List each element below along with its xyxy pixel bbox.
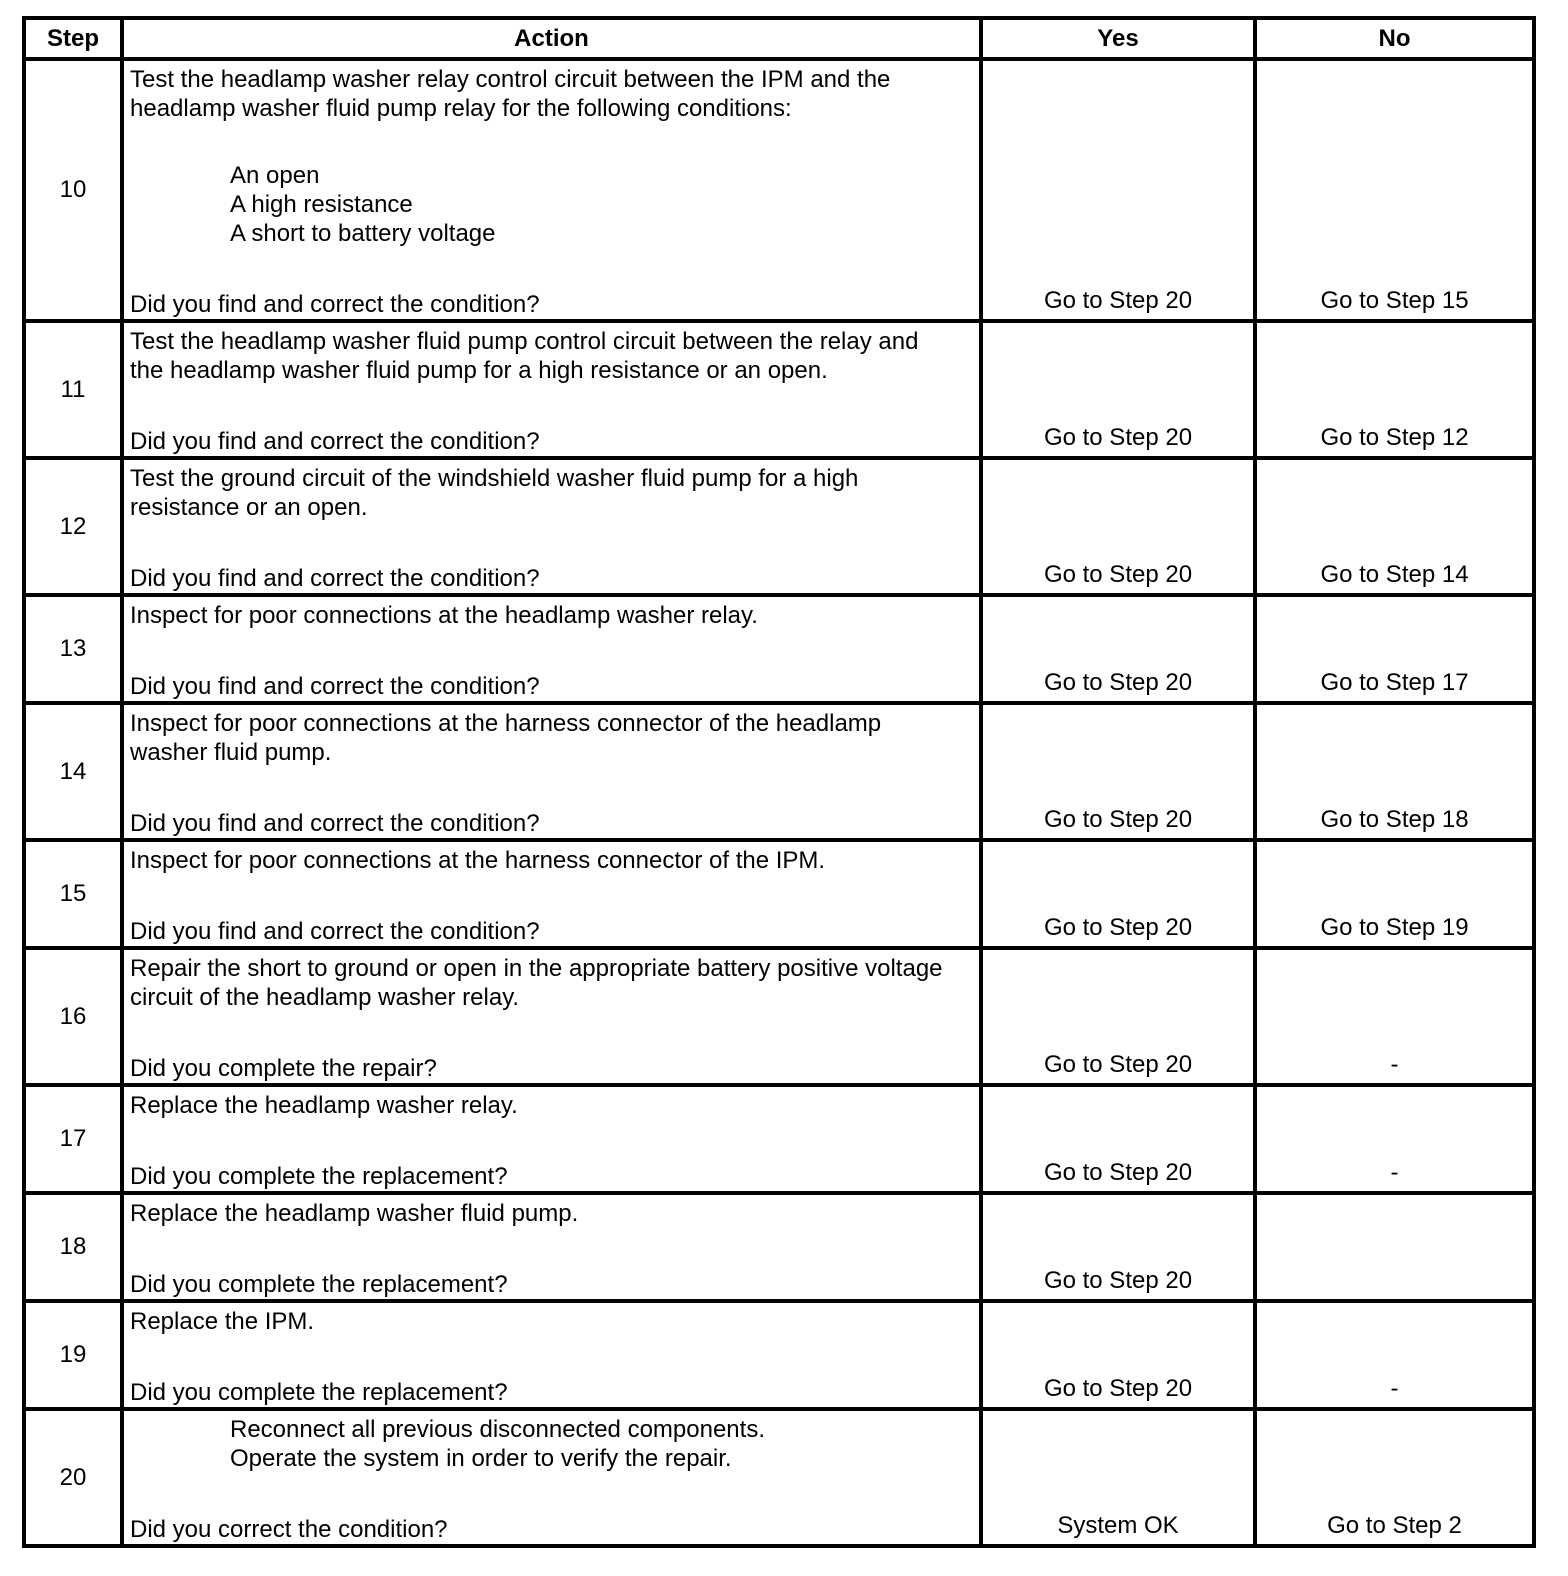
step-number: 14 [24,703,122,840]
action-question: Did you find and correct the condition? [130,565,540,592]
action-cell [122,59,981,321]
header-action: Action [122,18,981,59]
no-result: Go to Step 14 [1255,458,1534,595]
instruction-item: Reconnect all previous disconnected components. [230,1416,765,1443]
step-number: 19 [24,1301,122,1409]
no-result [1255,1193,1534,1301]
condition-item: A high resistance [230,191,413,218]
action-content [130,601,973,701]
action-line: Test the ground circuit of the windshield washer fluid pump for a high [130,465,859,492]
no-result: Go to Step 19 [1255,840,1534,948]
action-line: Test the headlamp washer fluid pump control circuit between the relay and [130,328,919,355]
action-line: resistance or an open. [130,494,368,521]
action-line: circuit of the headlamp washer relay. [130,984,520,1011]
no-result: Go to Step 2 [1255,1409,1534,1546]
action-content [130,327,973,456]
action-line: headlamp washer fluid pump relay for the following conditions: [130,95,792,122]
yes-result: Go to Step 20 [981,840,1255,948]
step-number: 15 [24,840,122,948]
step-number: 17 [24,1085,122,1193]
action-content [130,1415,973,1544]
action-line: Repair the short to ground or open in the appropriate battery positive voltage [130,955,943,982]
action-instructions [130,1415,973,1473]
step-number: 16 [24,948,122,1085]
action-question: Did you complete the repair? [130,1055,437,1082]
no-result: - [1255,948,1534,1085]
action-instructions [130,1307,973,1336]
action-content [130,464,973,593]
action-instructions [130,65,973,248]
step-number: 13 [24,595,122,703]
action-question: Did you complete the replacement? [130,1271,508,1298]
action-content [130,65,973,319]
yes-result: Go to Step 20 [981,703,1255,840]
table-row [24,321,1534,458]
action-cell [122,840,981,948]
action-line: Replace the IPM. [130,1308,315,1335]
action-instructions [130,954,973,1012]
no-result: Go to Step 15 [1255,59,1534,321]
action-line: Test the headlamp washer relay control circuit between the IPM and the [130,66,891,93]
action-line: washer fluid pump. [130,739,332,766]
yes-result: Go to Step 20 [981,948,1255,1085]
action-content [130,1091,973,1191]
action-line: Inspect for poor connections at the harness connector of the IPM. [130,847,826,874]
action-cell [122,1301,981,1409]
action-question: Did you find and correct the condition? [130,428,540,455]
action-instructions [130,327,973,385]
action-question: Did you complete the replacement? [130,1163,508,1190]
yes-result: Go to Step 20 [981,1301,1255,1409]
yes-result: Go to Step 20 [981,1193,1255,1301]
action-question: Did you complete the replacement? [130,1379,508,1406]
action-instructions [130,1199,973,1228]
step-number: 20 [24,1409,122,1546]
table-row [24,948,1534,1085]
yes-result: Go to Step 20 [981,595,1255,703]
action-line: Replace the headlamp washer fluid pump. [130,1200,579,1227]
action-instructions [130,709,973,767]
action-instructions [130,1091,973,1120]
action-line: Inspect for poor connections at the headlamp washer relay. [130,602,758,629]
yes-result: Go to Step 20 [981,59,1255,321]
no-result: - [1255,1301,1534,1409]
header-row [24,18,1534,59]
action-cell [122,321,981,458]
action-cell [122,1085,981,1193]
no-result: - [1255,1085,1534,1193]
action-cell [122,948,981,1085]
action-cell [122,703,981,840]
condition-item: An open [230,162,320,189]
instruction-item: Operate the system in order to verify the repair. [230,1445,732,1472]
table-row [24,1301,1534,1409]
spacer [130,123,973,161]
action-question: Did you find and correct the condition? [130,918,540,945]
action-question: Did you find and correct the condition? [130,291,540,318]
action-instructions [130,601,973,630]
action-content [130,954,973,1083]
step-number: 12 [24,458,122,595]
action-cell [122,1193,981,1301]
yes-result: System OK [981,1409,1255,1546]
step-number: 18 [24,1193,122,1301]
action-cell [122,595,981,703]
header-step: Step [24,18,122,59]
action-instructions [130,464,973,522]
table-row [24,458,1534,595]
yes-result: Go to Step 20 [981,1085,1255,1193]
yes-result: Go to Step 20 [981,458,1255,595]
action-instructions [130,846,973,875]
table-row [24,595,1534,703]
table-row [24,1193,1534,1301]
table-row [24,840,1534,948]
action-question: Did you correct the condition? [130,1516,448,1543]
action-line: Inspect for poor connections at the harness connector of the headlamp [130,710,882,737]
table-row [24,1409,1534,1546]
action-cell [122,458,981,595]
step-number: 11 [24,321,122,458]
action-line: Replace the headlamp washer relay. [130,1092,518,1119]
action-question: Did you find and correct the condition? [130,810,540,837]
step-number: 10 [24,59,122,321]
no-result: Go to Step 18 [1255,703,1534,840]
action-question: Did you find and correct the condition? [130,673,540,700]
no-result: Go to Step 12 [1255,321,1534,458]
action-cell [122,1409,981,1546]
yes-result: Go to Step 20 [981,321,1255,458]
header-no: No [1255,18,1534,59]
action-content [130,1199,973,1299]
table-row [24,59,1534,321]
action-content [130,846,973,946]
header-yes: Yes [981,18,1255,59]
condition-item: A short to battery voltage [230,220,496,247]
action-line: the headlamp washer fluid pump for a high resistance or an open. [130,357,828,384]
action-content [130,709,973,838]
no-result: Go to Step 17 [1255,595,1534,703]
table-row [24,1085,1534,1193]
action-content [130,1307,973,1407]
table-row [24,703,1534,840]
diagnostic-table [22,16,1536,1548]
